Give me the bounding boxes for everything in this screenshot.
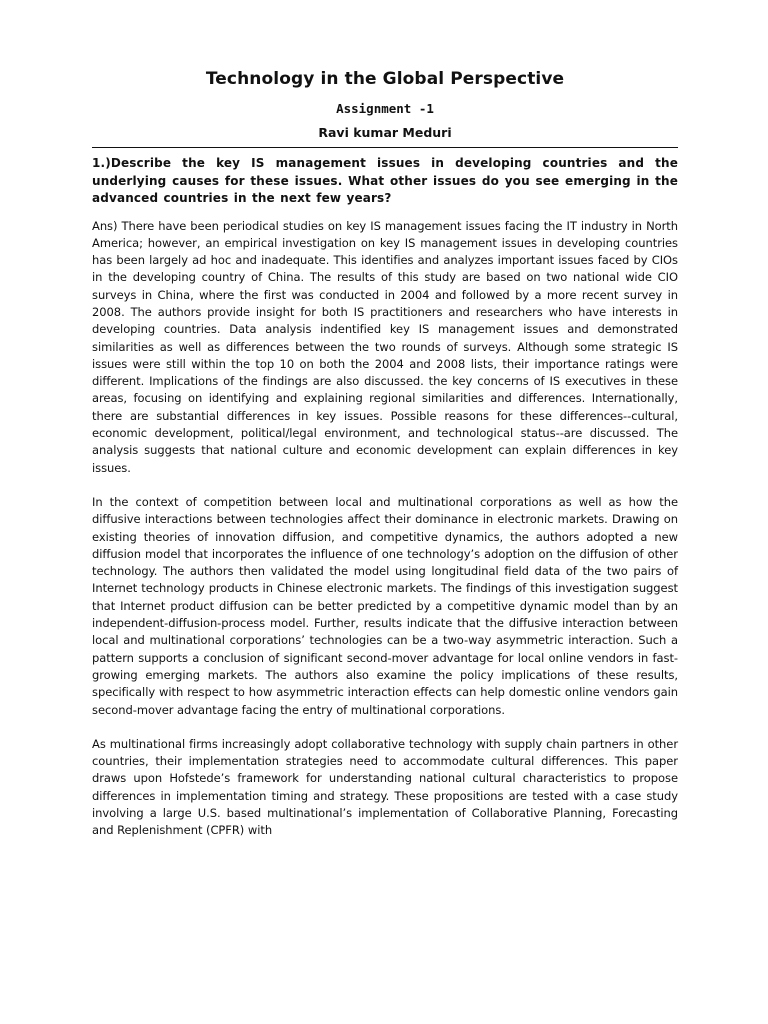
assignment-label: Assignment -1 — [336, 101, 434, 116]
document-page — [92, 0, 678, 840]
title-divider — [92, 147, 678, 148]
answer-paragraph-3: As multinational firms increasingly adopt collaborative technology with supply chain partners in other countries, their implementation strategies need to accommodate cultural differences. This paper draws upon Hofstede’s framework for understanding national cultural characteristics to propose differences in implementation timing and strategy. These propositions are tested with a case study involving a large U.S. based multinational’s implementation of Collaborative Planning, Forecasting and Replenishment (CPFR) with — [92, 736, 678, 838]
answer-paragraph-1: Ans) There have been periodical studies on key IS management issues facing the IT industry in North America; however, an empirical investigation on key IS management issues in developing countries has been largely ad hoc and inadequate. This identifies and analyzes important issues faced by CIOs in the developing country of China. The results of this study are based on two national wide CIO surveys in China, where the first was conducted in 2004 and followed by a more recent survey in 2008. The authors provide insight for both IS practitioners and researchers who have interests in developing countries. Data analysis indentified key IS management issues and demonstrated similarities as well as differences between the two rounds of surveys. Although some strategic IS issues were still within the top 10 on both the 2004 and 2008 lists, their importance ratings were different. Implications of the findings are also discussed. the key concerns of IS executives in these areas, focusing on identifying and explaining regional similarities and differences. Internationally, there are substantial differences in key issues. Possible reasons for these differences--cultural, economic development, political/legal environment, and technological status--are discussed. The analysis suggests that national culture and economic development can explain differences in key issues. — [92, 218, 678, 475]
document-title: Technology in the Global Perspective — [205, 69, 565, 89]
question-text: 1.)Describe the key IS management issues in developing countries and the underlying causes for these issues. What other issues do you see emerging in the advanced countries in the next few years? — [92, 156, 678, 205]
author-name: Ravi kumar Meduri — [318, 125, 452, 140]
answer-paragraph-2: In the context of competition between local and multinational corporations as well as how the diffusive interactions between technologies affect their dominance in electronic markets. Drawing on existing theories of innovation diffusion, and competitive dynamics, the authors adopted a new diffusion model that incorporates the influence of one technology’s adoption on the diffusion of other technology. The authors then validated the model using longitudinal field data of the two pairs of Internet technology products in Chinese electronic markets. The findings of this investigation suggest that Internet product diffusion can be better predicted by a competitive dynamic model than by an independent-diffusion-process model. Further, results indicate that the diffusive interaction between local and multinational corporations’ technologies can be a two-way asymmetric interaction. Such a pattern supports a conclusion of significant second-mover advantage for local online vendors in fast-growing emerging markets. The authors also examine the policy implications of these results, specifically with respect to how asymmetric interaction effects can help domestic online vendors gain second-mover advantage facing the entry of multinational corporations. — [92, 494, 678, 717]
